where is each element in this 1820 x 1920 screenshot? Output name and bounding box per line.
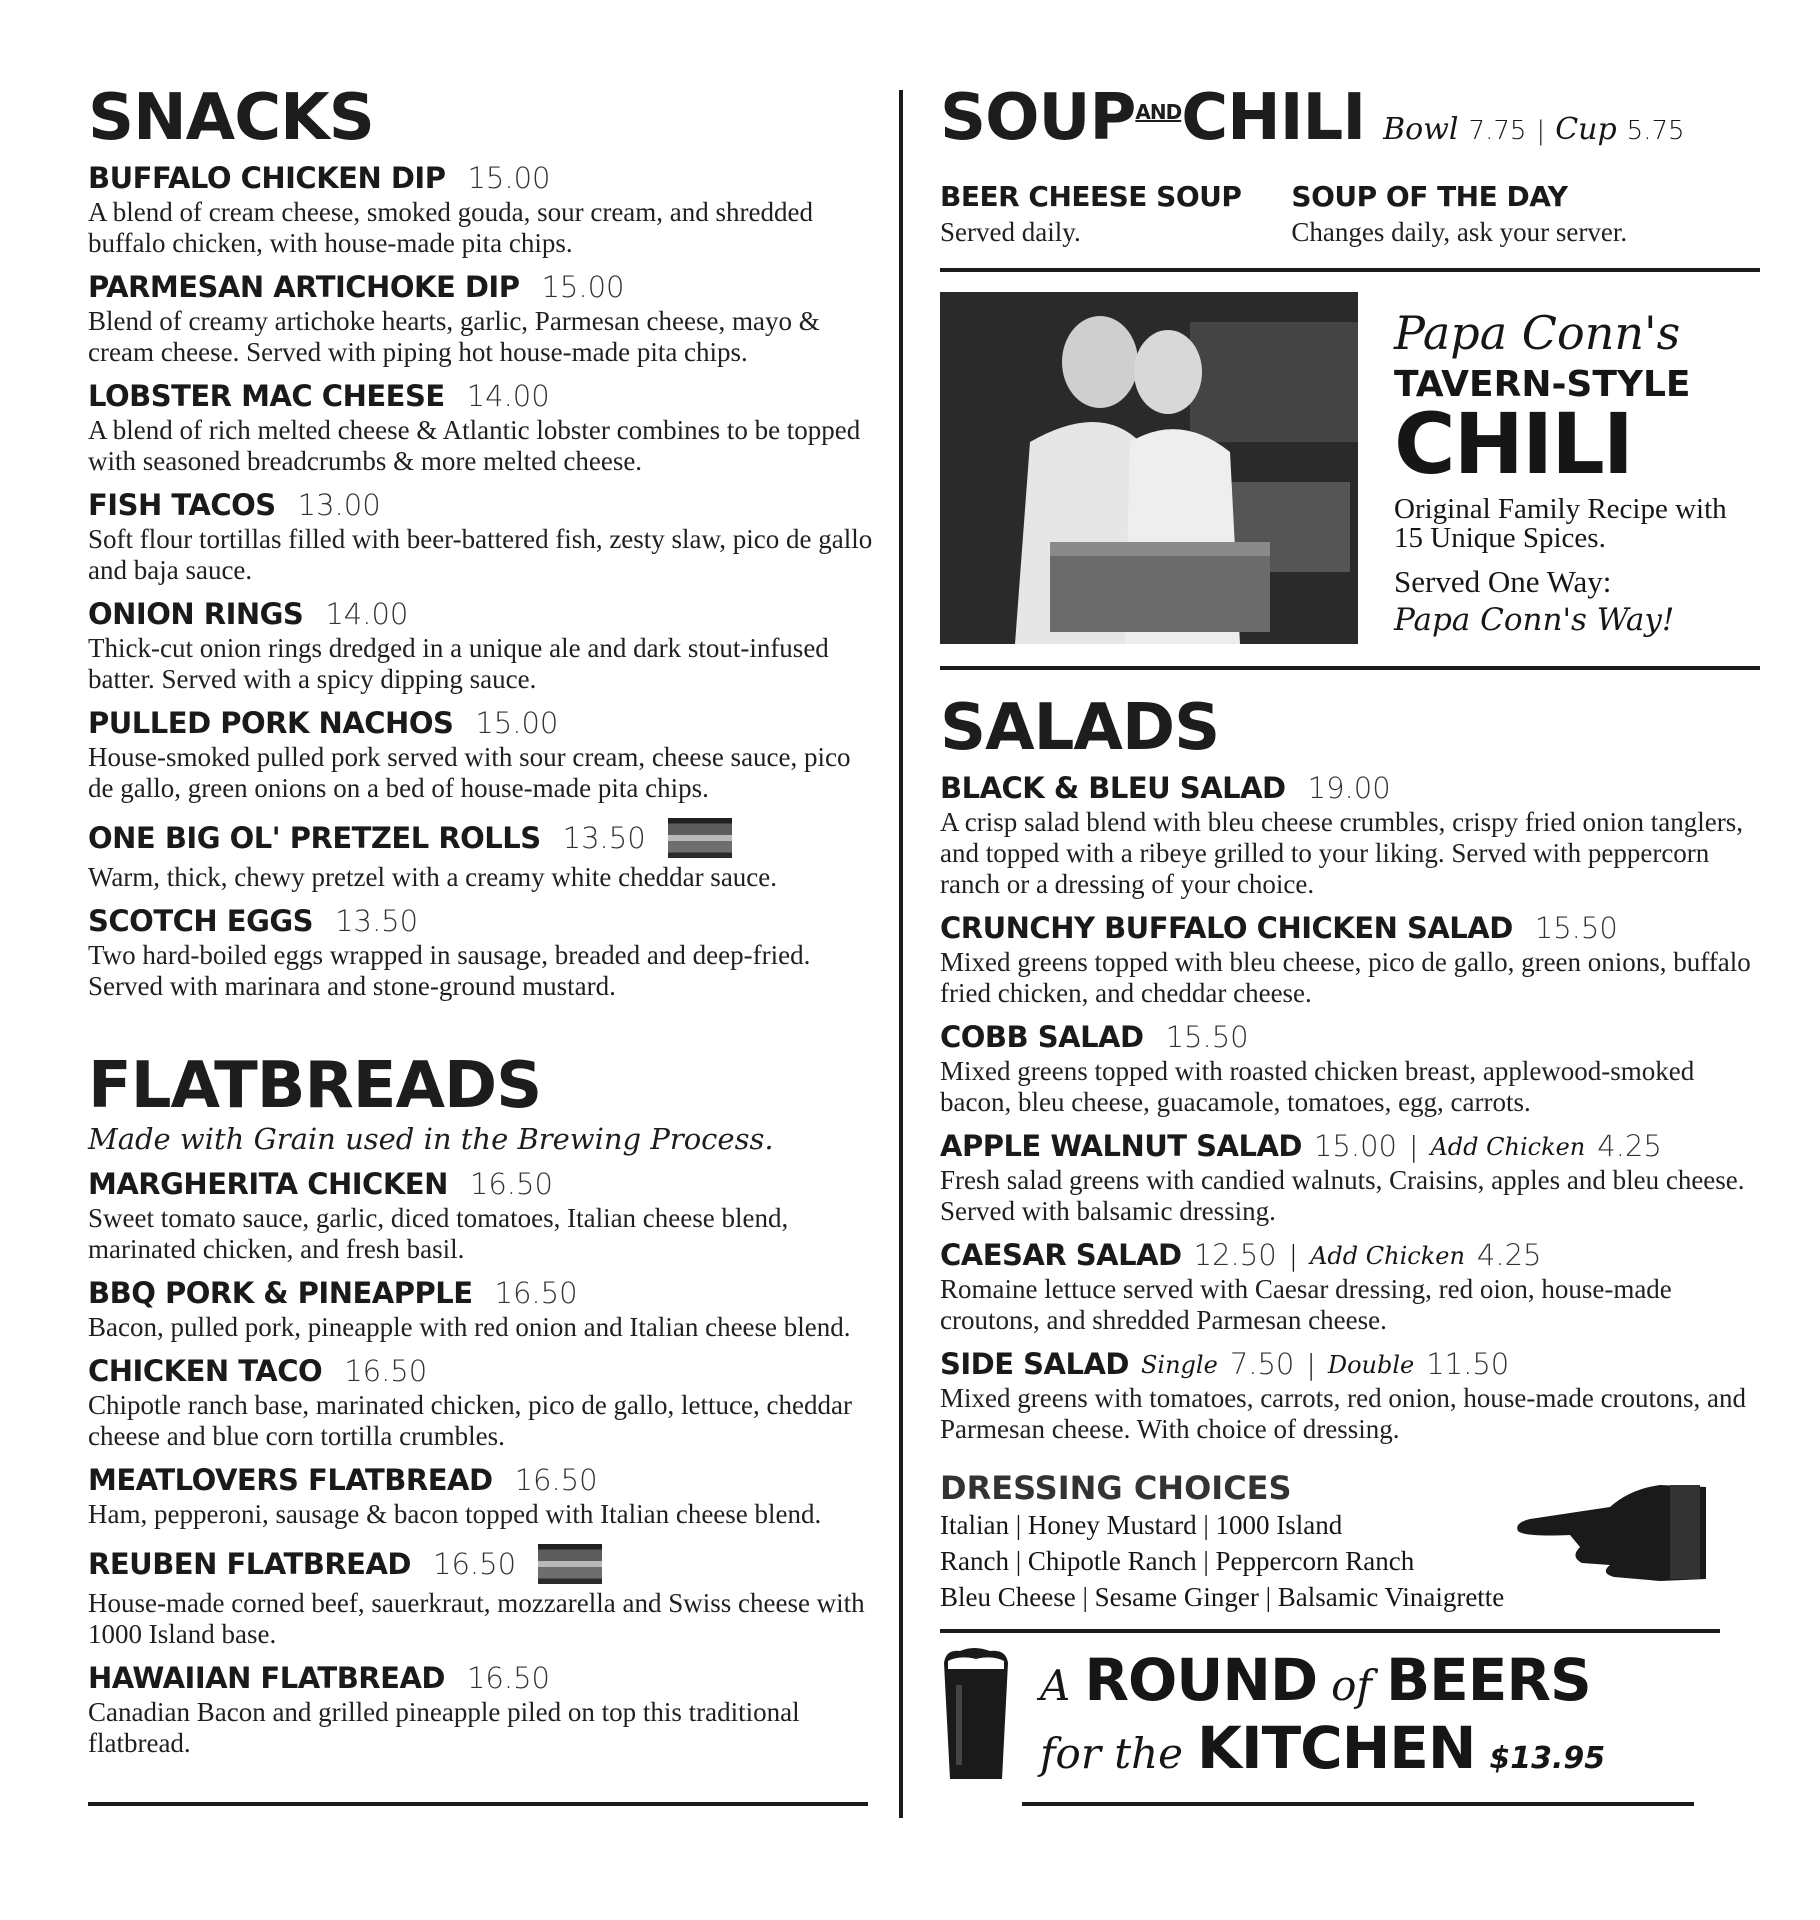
item-name: BLACK & BLEU SALAD bbox=[940, 771, 1286, 805]
single-label: Single bbox=[1140, 1350, 1218, 1379]
beers-a: A bbox=[1040, 1661, 1071, 1710]
dressing-title: DRESSING CHOICES bbox=[940, 1469, 1292, 1507]
left-column bbox=[88, 72, 878, 1759]
item-description: A crisp salad blend with bleu cheese crumbles, crispy fried onion tanglers, and topped with a ribeye grilled to your liking. Served with peppercorn ranch or a dressing of your choice. bbox=[940, 807, 1744, 899]
item-price: 16.50 bbox=[494, 1276, 578, 1310]
item-name: ONION RINGS bbox=[88, 597, 304, 631]
soup-prices bbox=[1383, 112, 1684, 147]
item-description: Changes daily, ask your server. bbox=[1291, 217, 1628, 247]
flatbreads-title: FLATBREADS bbox=[88, 1049, 542, 1123]
item-name: BUFFALO CHICKEN DIP bbox=[88, 161, 446, 195]
item-name: MARGHERITA CHICKEN bbox=[88, 1167, 448, 1201]
pointing-hand-icon bbox=[1510, 1477, 1710, 1587]
column-divider bbox=[899, 90, 903, 1818]
menu-item bbox=[1291, 180, 1627, 248]
salads-title: SALADS bbox=[940, 691, 1220, 765]
beers-of: of bbox=[1331, 1661, 1372, 1710]
item-name: CRUNCHY BUFFALO CHICKEN SALAD bbox=[940, 911, 1513, 945]
item-price: 13.00 bbox=[297, 488, 381, 522]
item-price: 16.50 bbox=[433, 1546, 517, 1581]
item-description: Mixed greens topped with roasted chicken breast, applewood-smoked bacon, bleu cheese, guacamole, tomatoes, egg, carrots. bbox=[940, 1056, 1695, 1117]
item-name: ONE BIG OL' PRETZEL ROLLS bbox=[88, 820, 541, 855]
chefs-photo-illustration bbox=[940, 292, 1358, 644]
addon-label: Add Chicken bbox=[1430, 1132, 1586, 1161]
menu-item bbox=[88, 379, 878, 477]
menu-item bbox=[940, 1129, 1760, 1227]
item-name: COBB SALAD bbox=[940, 1020, 1144, 1054]
item-description: A blend of rich melted cheese & Atlantic lobster combines to be topped with seasoned breadcrumbs & more melted cheese. bbox=[88, 415, 861, 476]
menu-item bbox=[88, 706, 878, 804]
beers-round: ROUND bbox=[1084, 1646, 1318, 1714]
addon-label: Add Chicken bbox=[1310, 1241, 1465, 1270]
item-price: 12.50 bbox=[1193, 1238, 1277, 1272]
item-name: PULLED PORK NACHOS bbox=[88, 706, 454, 740]
menu-item bbox=[88, 904, 878, 1002]
item-name: CAESAR SALAD bbox=[940, 1238, 1182, 1272]
menu-item bbox=[88, 597, 878, 695]
german-flag-icon bbox=[668, 818, 732, 858]
bowl-label: Bowl bbox=[1383, 112, 1459, 147]
cup-label: Cup bbox=[1555, 112, 1617, 147]
menu-item bbox=[88, 488, 878, 586]
menu-item bbox=[88, 818, 878, 893]
section-rule bbox=[940, 666, 1760, 670]
price-divider: | bbox=[1536, 116, 1546, 146]
item-name: FISH TACOS bbox=[88, 488, 276, 522]
item-name: SOUP OF THE DAY bbox=[1291, 180, 1568, 213]
item-description: Mixed greens with tomatoes, carrots, red onion, house-made croutons, and Parmesan cheese. With choice of dressing. bbox=[940, 1383, 1747, 1444]
item-price: 19.00 bbox=[1307, 771, 1391, 805]
item-price: 16.50 bbox=[344, 1354, 428, 1388]
item-name: BBQ PORK & PINEAPPLE bbox=[88, 1276, 473, 1310]
beer-glass-icon bbox=[940, 1645, 1012, 1783]
chili-description: Original Family Recipe with 15 Unique Spices. bbox=[1394, 492, 1727, 554]
german-flag-icon bbox=[538, 1544, 602, 1584]
addon-price: 4.25 bbox=[1597, 1129, 1662, 1163]
item-description: Bacon, pulled pork, pineapple with red onion and Italian cheese blend. bbox=[88, 1312, 851, 1342]
chili-tavern-style: TAVERN-STYLE bbox=[1394, 364, 1691, 405]
menu-item bbox=[940, 911, 1760, 1009]
item-description: Chipotle ranch base, marinated chicken, pico de gallo, lettuce, cheddar cheese and blue corn tortilla crumbles. bbox=[88, 1390, 852, 1451]
menu-item bbox=[940, 1020, 1760, 1118]
menu-item bbox=[88, 270, 878, 368]
soup-list bbox=[940, 180, 1760, 248]
dressing-line: Italian | Honey Mustard | 1000 Island bbox=[940, 1510, 1343, 1540]
chili-way: Papa Conn's Way! bbox=[1394, 601, 1675, 638]
item-price: 16.50 bbox=[469, 1167, 553, 1201]
item-description: House-smoked pulled pork served with sour cream, cheese sauce, pico de gallo, green onions on a bed of house-made pita chips. bbox=[88, 742, 851, 803]
menu-item bbox=[940, 180, 1241, 248]
single-price: 7.50 bbox=[1229, 1347, 1295, 1381]
item-description: Sweet tomato sauce, garlic, diced tomatoes, Italian cheese blend, marinated chicken, and fresh basil. bbox=[88, 1203, 789, 1264]
beers-beers: BEERS bbox=[1385, 1646, 1591, 1714]
item-price: 15.00 bbox=[1313, 1129, 1397, 1163]
dressing-line: Ranch | Chipotle Ranch | Peppercorn Ranch bbox=[940, 1546, 1415, 1576]
item-description: A blend of cream cheese, smoked gouda, sour cream, and shredded buffalo chicken, with house-made pita chips. bbox=[88, 197, 813, 258]
chefs-photo bbox=[940, 292, 1358, 644]
menu-item bbox=[88, 161, 878, 259]
item-name: PARMESAN ARTICHOKE DIP bbox=[88, 270, 520, 304]
menu-item bbox=[940, 1347, 1760, 1445]
beers-text bbox=[1040, 1646, 1605, 1782]
flatbreads-subtitle: Made with Grain used in the Brewing Process. bbox=[88, 1122, 774, 1156]
section-rule bbox=[940, 268, 1760, 272]
item-name: SCOTCH EGGS bbox=[88, 904, 314, 938]
dressing-choices bbox=[940, 1469, 1760, 1615]
item-description: Two hard-boiled eggs wrapped in sausage, breaded and deep-fried. Served with marinara and stone-ground mustard. bbox=[88, 940, 811, 1001]
round-of-beers bbox=[940, 1645, 1760, 1783]
chili-feature bbox=[940, 292, 1760, 644]
item-description: Canadian Bacon and grilled pineapple piled on top this traditional flatbread. bbox=[88, 1697, 800, 1758]
item-name: APPLE WALNUT SALAD bbox=[940, 1129, 1302, 1163]
soup-title-and: AND bbox=[1135, 100, 1182, 124]
beers-kitchen: KITCHEN bbox=[1197, 1714, 1476, 1782]
menu-item bbox=[940, 771, 1760, 900]
item-description: Ham, pepperoni, sausage & bacon topped with Italian cheese blend. bbox=[88, 1499, 822, 1529]
right-column bbox=[940, 72, 1760, 1783]
item-price: 14.00 bbox=[325, 597, 409, 631]
right-bottom-rule bbox=[1022, 1802, 1694, 1806]
snacks-title: SNACKS bbox=[88, 81, 374, 155]
item-name: BEER CHEESE SOUP bbox=[940, 180, 1242, 213]
price-divider: | bbox=[1306, 1347, 1316, 1381]
chili-served: Served One Way: bbox=[1394, 563, 1612, 599]
double-price: 11.50 bbox=[1426, 1347, 1510, 1381]
item-price: 15.00 bbox=[475, 706, 559, 740]
chili-script-title: Papa Conn's bbox=[1394, 306, 1681, 360]
beers-for-the: for the bbox=[1040, 1729, 1184, 1778]
soup-header bbox=[940, 81, 1760, 155]
item-name: MEATLOVERS FLATBREAD bbox=[88, 1463, 493, 1497]
item-price: 15.00 bbox=[467, 161, 551, 195]
item-price: 15.50 bbox=[1534, 911, 1618, 945]
item-name: CHICKEN TACO bbox=[88, 1354, 323, 1388]
item-description: Blend of creamy artichoke hearts, garlic, Parmesan cheese, mayo & cream cheese. Served with piping hot house-made pita chips. bbox=[88, 306, 820, 367]
item-price: 15.00 bbox=[541, 270, 625, 304]
soup-title bbox=[940, 81, 1366, 155]
item-description: Fresh salad greens with candied walnuts, Craisins, apples and bleu cheese. Served with balsamic dressing. bbox=[940, 1165, 1745, 1226]
item-price: 16.50 bbox=[466, 1661, 550, 1695]
item-description: House-made corned beef, sauerkraut, mozzarella and Swiss cheese with 1000 Island base. bbox=[88, 1588, 865, 1649]
price-divider: | bbox=[1409, 1129, 1419, 1163]
menu-item bbox=[88, 1661, 878, 1759]
chili-title: CHILI bbox=[1394, 395, 1632, 493]
item-price: 13.50 bbox=[562, 820, 646, 855]
item-description: Warm, thick, chewy pretzel with a creamy white cheddar sauce. bbox=[88, 862, 778, 892]
dressing-line: Bleu Cheese | Sesame Ginger | Balsamic Vinaigrette bbox=[940, 1582, 1505, 1612]
item-price: 16.50 bbox=[514, 1463, 598, 1497]
item-name: LOBSTER MAC CHEESE bbox=[88, 379, 445, 413]
item-name: REUBEN FLATBREAD bbox=[88, 1546, 411, 1581]
left-bottom-rule bbox=[88, 1802, 868, 1806]
menu-item bbox=[88, 1276, 878, 1343]
addon-price: 4.25 bbox=[1476, 1238, 1542, 1272]
bowl-price: 7.75 bbox=[1468, 116, 1527, 146]
item-description: Soft flour tortillas filled with beer-battered fish, zesty slaw, pico de gallo and baja sauce. bbox=[88, 524, 873, 585]
section-rule bbox=[940, 1629, 1720, 1633]
double-label: Double bbox=[1327, 1350, 1415, 1379]
item-price: 13.50 bbox=[335, 904, 419, 938]
price-divider: | bbox=[1288, 1238, 1299, 1272]
chili-text bbox=[1394, 292, 1760, 644]
menu-item bbox=[940, 1238, 1760, 1336]
beers-price: $13.95 bbox=[1489, 1741, 1606, 1776]
item-price: 15.50 bbox=[1165, 1020, 1249, 1054]
item-price: 14.00 bbox=[466, 379, 550, 413]
cup-price: 5.75 bbox=[1626, 116, 1685, 146]
menu-item bbox=[88, 1167, 878, 1265]
menu-item bbox=[88, 1354, 878, 1452]
soup-title-chili: CHILI bbox=[1181, 81, 1366, 155]
menu-item bbox=[88, 1544, 878, 1650]
item-description: Romaine lettuce served with Caesar dressing, red oion, house-made croutons, and shredded Parmesan cheese. bbox=[940, 1274, 1672, 1335]
menu-item bbox=[88, 1463, 878, 1530]
item-name: SIDE SALAD bbox=[940, 1347, 1129, 1381]
item-description: Thick-cut onion rings dredged in a unique ale and dark stout-infused batter. Served with a spicy dipping sauce. bbox=[88, 633, 829, 694]
soup-title-soup: SOUP bbox=[940, 81, 1136, 155]
item-name: HAWAIIAN FLATBREAD bbox=[88, 1661, 445, 1695]
item-description: Served daily. bbox=[940, 217, 1081, 247]
item-description: Mixed greens topped with bleu cheese, pico de gallo, green onions, buffalo fried chicken, and cheddar cheese. bbox=[940, 947, 1751, 1008]
